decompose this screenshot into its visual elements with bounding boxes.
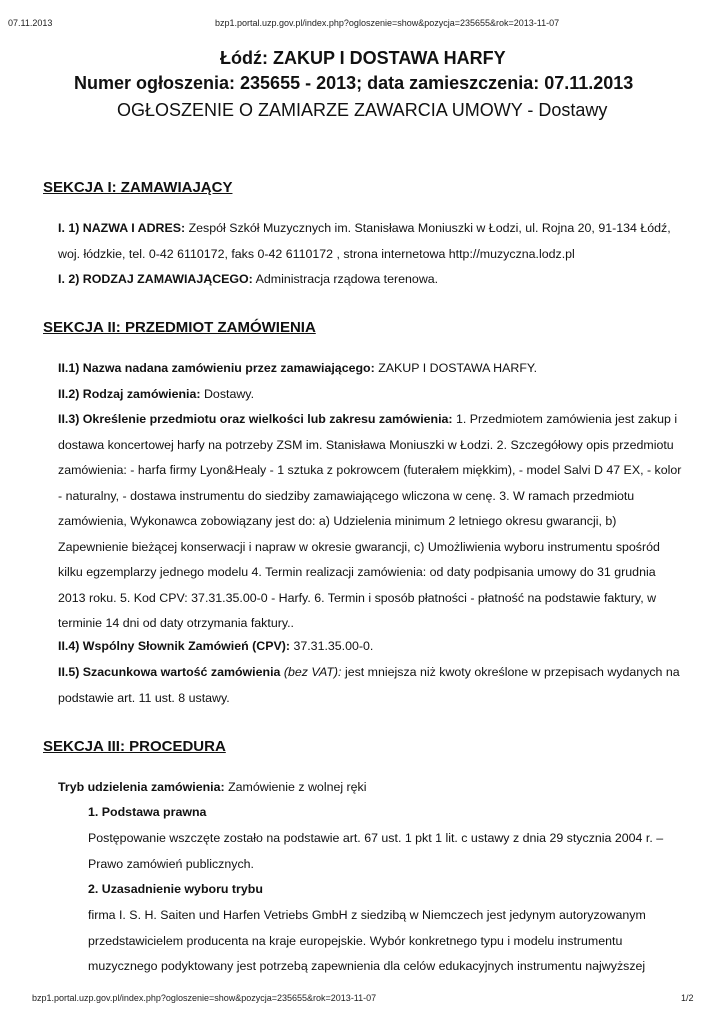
justification-text: firma I. S. H. Saiten und Harfen Vetriebs GmbH z siedzibą w Niemczech jest jedynym autoryzowanym przedstawicielem producenta na kraje europejskie. Wybór konkretnego typu i modelu instrumentu muzycznego podyktowany jest potrzebą zapewnienia dla celów edukacyjnych instrumentu najwyższej	[88, 908, 646, 973]
section-1-item-1-text: Zespół Szkół Muzycznych im. Stanisława Moniuszki w Łodzi, ul. Rojna 20, 91-134 Łódź, woj. łódzkie, tel. 0-42 6110172, faks 0-42 6110172 , strona internetowa http://muzyczna.lodz.pl	[58, 221, 671, 261]
procedure-mode-text: Zamówienie z wolnej ręki	[228, 780, 367, 794]
notice-number: Numer ogłoszenia: 235655 - 2013; data zamieszczenia: 07.11.2013	[74, 73, 634, 93]
legal-basis-text: Postępowanie wszczęte zostało na podstawie art. 67 ust. 1 pkt 1 lit. c ustawy z dnia 29 stycznia 2004 r. – Prawo zamówień publicznych.	[88, 831, 664, 871]
section-2-item-5	[58, 660, 686, 711]
legal-basis-heading: 1. Podstawa prawna	[88, 805, 207, 819]
section-2-item-1-text: ZAKUP I DOSTAWA HARFY.	[378, 361, 538, 375]
section-2-item-4-text: 37.31.35.00-0.	[293, 639, 374, 653]
section-1-heading: SEKCJA I: ZAMAWIAJĄCY	[43, 179, 233, 196]
page-number: 1/2	[681, 993, 694, 1003]
section-1-item-2-label: I. 2) RODZAJ ZAMAWIAJĄCEGO:	[58, 272, 253, 286]
section-1-item-2-text: Administracja rządowa terenowa.	[255, 272, 439, 286]
procedure-mode	[58, 775, 686, 801]
procedure-mode-label: Tryb udzielenia zamówienia:	[58, 780, 225, 794]
section-2-item-3	[58, 407, 686, 637]
section-1-item-1-label: I. 1) NAZWA I ADRES:	[58, 221, 186, 235]
section-2-item-2	[58, 382, 686, 408]
footer-url: bzp1.portal.uzp.gov.pl/index.php?ogloszenie=show&pozycja=235655&rok=2013-11-07	[32, 993, 377, 1003]
section-3-heading: SEKCJA III: PROCEDURA	[43, 738, 226, 755]
section-2-item-5-text: jest mniejsza niż kwoty określone w przepisach wydanych na podstawie art. 11 ust. 8 ustawy.	[58, 665, 680, 705]
section-2-item-1	[58, 356, 686, 382]
section-2-item-3-text: 1. Przedmiotem zamówienia jest zakup i dostawa koncertowej harfy na potrzeby ZSM im. Stanisława Moniuszki w Łodzi. 2. Szczegółowy opis przedmiotu zamówienia: - harfa firmy Lyon&Healy - 1 sztuka z pokrowcem (futerałem miękkim), - model Salvi D 47 EX, - kolor - naturalny, - dostawa instrumentu do siedziby zamawiającego wliczona w cenę. 3. W ramach przedmiotu zamówienia, Wykonawca zobowiązany jest do: a) Udzielenia minimum 2 letniego okresu gwarancji, b) Zapewnienie bieżącej konserwacji i napraw w okresie gwarancji, c) Umożliwienia wyboru instrumentu spośród kilku egzemplarzy jednego modelu 4. Termin realizacji zamówienia: od daty podpisania umowy do 31 grudnia 2013 roku. 5. Kod CPV: 37.31.35.00-0 - Harfy. 6. Termin i sposób płatności - płatność na podstawie faktury, w terminie 14 dni od daty otrzymania faktury..	[58, 412, 682, 630]
header-url: bzp1.portal.uzp.gov.pl/index.php?ogloszenie=show&pozycja=235655&rok=2013-11-07	[215, 18, 560, 28]
section-1-item-1	[58, 216, 686, 267]
notice-type: OGŁOSZENIE O ZAMIARZE ZAWARCIA UMOWY - Dostawy	[117, 100, 608, 120]
section-2-item-1-label: II.1) Nazwa nadana zamówieniu przez zamawiającego:	[58, 361, 375, 375]
header-date: 07.11.2013	[8, 18, 53, 28]
section-2-item-5-vat-note: (bez VAT):	[283, 665, 342, 679]
justification-heading: 2. Uzasadnienie wyboru trybu	[88, 882, 263, 896]
section-2-item-2-label: II.2) Rodzaj zamówienia:	[58, 387, 201, 401]
section-2-item-5-label: II.5) Szacunkowa wartość zamówienia	[58, 665, 281, 679]
section-2-item-3-label: II.3) Określenie przedmiotu oraz wielkości lub zakresu zamówienia:	[58, 412, 453, 426]
section-2-item-2-text: Dostawy.	[203, 387, 255, 401]
section-2-item-4	[58, 634, 686, 660]
section-1-item-2	[58, 267, 686, 293]
section-2-heading: SEKCJA II: PRZEDMIOT ZAMÓWIENIA	[43, 319, 316, 336]
section-2-item-4-label: II.4) Wspólny Słownik Zamówień (CPV):	[58, 639, 290, 653]
page-title: Łódź: ZAKUP I DOSTAWA HARFY	[220, 48, 506, 68]
